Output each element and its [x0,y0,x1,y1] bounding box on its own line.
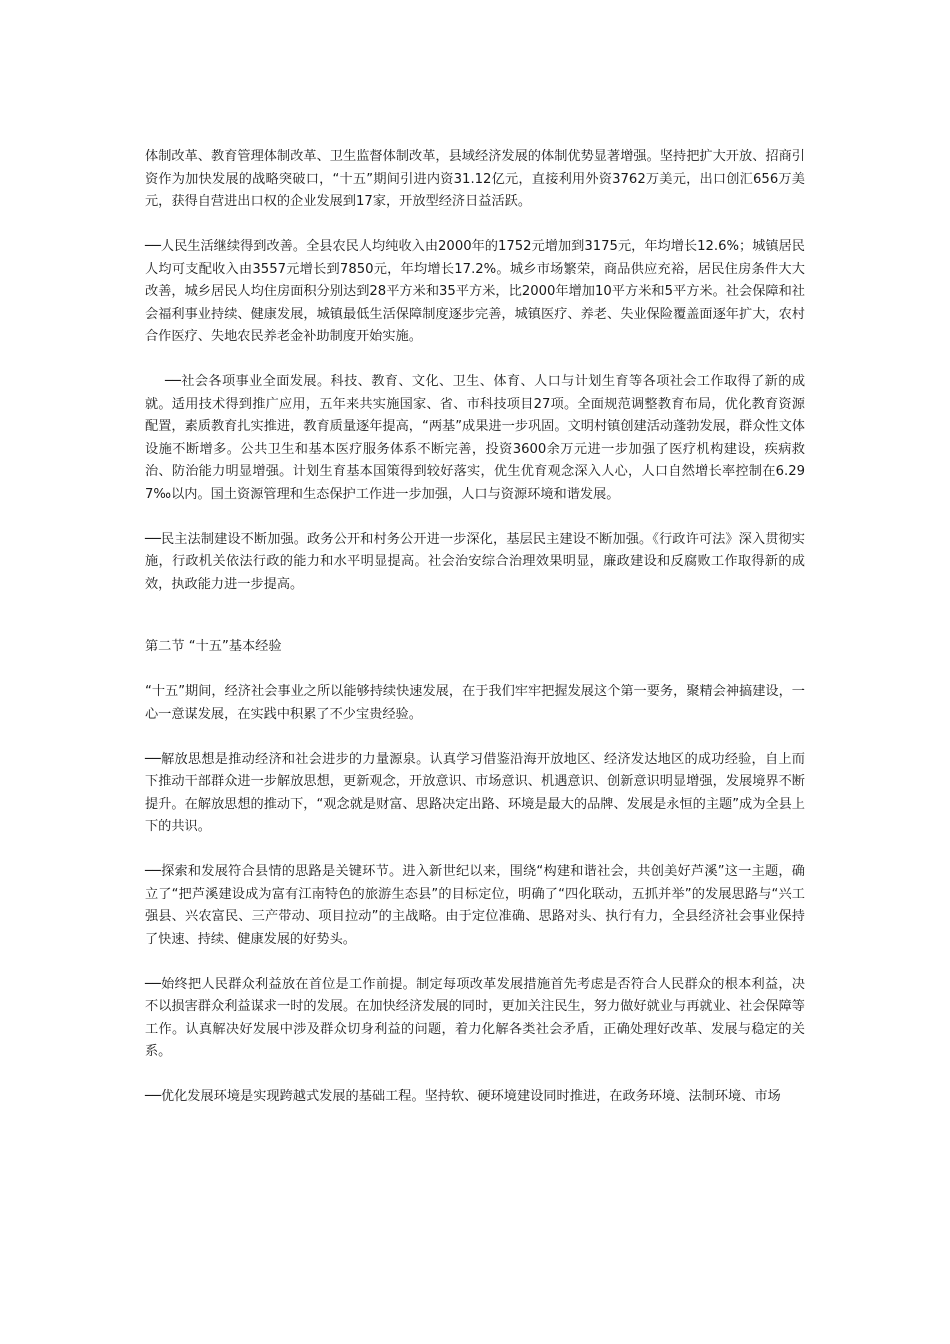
paragraph-experience-intro: “十五”期间，经济社会事业之所以能够持续快速发展，在于我们牢牢把握发展这个第一要务，聚精会神搞建设，一心一意谋发展，在实践中积累了不少宝贵经验。 [145,684,805,722]
paragraph-development-ideas: ──探索和发展符合县情的思路是关键环节。进入新世纪以来，围绕“构建和谐社会，共创美好芦溪”这一主题，确立了“把芦溪建设成为富有江南特色的旅游生态县”的目标定位，明确了“四化联动，五抓并举”的发展思路与“兴工强县、兴农富民、三产带动、项目拉动”的主战略。由于定位准确、思路对头、执行有力，全县经济社会事业保持了快速、持续、健康发展的好势头。 [145,864,805,947]
paragraph-reform-opening: 体制改革、教育管理体制改革、卫生监督体制改革，县域经济发展的体制优势显著增强。坚持把扩大开放、招商引资作为加快发展的战略突破口，“十五”期间引进内资31.12亿元，直接利用外资3762万美元，出口创汇656万美元，获得自营进出口权的企业发展到17家，开放型经济日益活跃。 [145,149,805,209]
paragraph-social-undertakings: ──社会各项事业全面发展。科技、教育、文化、卫生、体育、人口与计划生育等各项社会工作取得了新的成就。适用技术得到推广应用，五年来共实施国家、省、市科技项目27项。全面规范调整教育布局，优化教育资源配置，素质教育扎实推进，教育质量逐年提高，“两基”成果进一步巩固。文明村镇创建活动蓬勃发展，群众性文体设施不断增多。公共卫生和基本医疗服务体系不断完善，投资3600余万元进一步加强了医疗机构建设，疾病救治、防治能力明显增强。计划生育基本国策得到较好落实，优生优育观念深入人心，人口自然增长率控制在6.297‰以内。国土资源管理和生态保护工作进一步加强，人口与资源环境和谐发展。 [145,374,805,502]
paragraph-living-standards: ──人民生活继续得到改善。全县农民人均纯收入由2000年的1752元增加到3175元，年均增长12.6%；城镇居民人均可支配收入由3557元增长到7850元，年均增长17.2%。城乡市场繁荣，商品供应充裕，居民住房条件大大改善，城乡居民人均住房面积分别达到28平方米和35平方米，比2000年增加10平方米和5平方米。社会保障和社会福利事业持续、健康发展，城镇最低生活保障制度逐步完善，城镇医疗、养老、失业保险覆盖面逐年扩大，农村合作医疗、失地农民养老金补助制度开始实施。 [145,239,805,344]
paragraph-environment: ──优化发展环境是实现跨越式发展的基础工程。坚持软、硬环境建设同时推进，在政务环境、法制环境、市场 [145,1089,781,1104]
paragraph-emancipating-minds: ──解放思想是推动经济和社会进步的力量源泉。认真学习借鉴沿海开放地区、经济发达地区的成功经验，自上而下推动干部群众进一步解放思想，更新观念，开放意识、市场意识、机遇意识、创新意识明显增强，发展境界不断提升。在解放思想的推动下，“观念就是财富、思路决定出路、环境是最大的品牌、发展是永恒的主题”成为全县上下的共识。 [145,751,805,834]
document-page [145,146,805,1131]
paragraph-people-interests: ──始终把人民群众利益放在首位是工作前提。制定每项改革发展措施首先考虑是否符合人民群众的根本利益，决不以损害群众利益谋求一时的发展。在加快经济发展的同时，更加关注民生，努力做好就业与再就业、社会保障等工作。认真解决好发展中涉及群众切身利益的问题，着力化解各类社会矛盾，正确处理好改革、发展与稳定的关系。 [145,976,805,1059]
section-heading: 第二节 “十五”基本经验 [145,639,282,654]
paragraph-democracy-law: ──民主法制建设不断加强。政务公开和村务公开进一步深化，基层民主建设不断加强。《行政许可法》深入贯彻实施，行政机关依法行政的能力和水平明显提高。社会治安综合治理效果明显，廉政建设和反腐败工作取得新的成效，执政能力进一步提高。 [145,531,805,592]
